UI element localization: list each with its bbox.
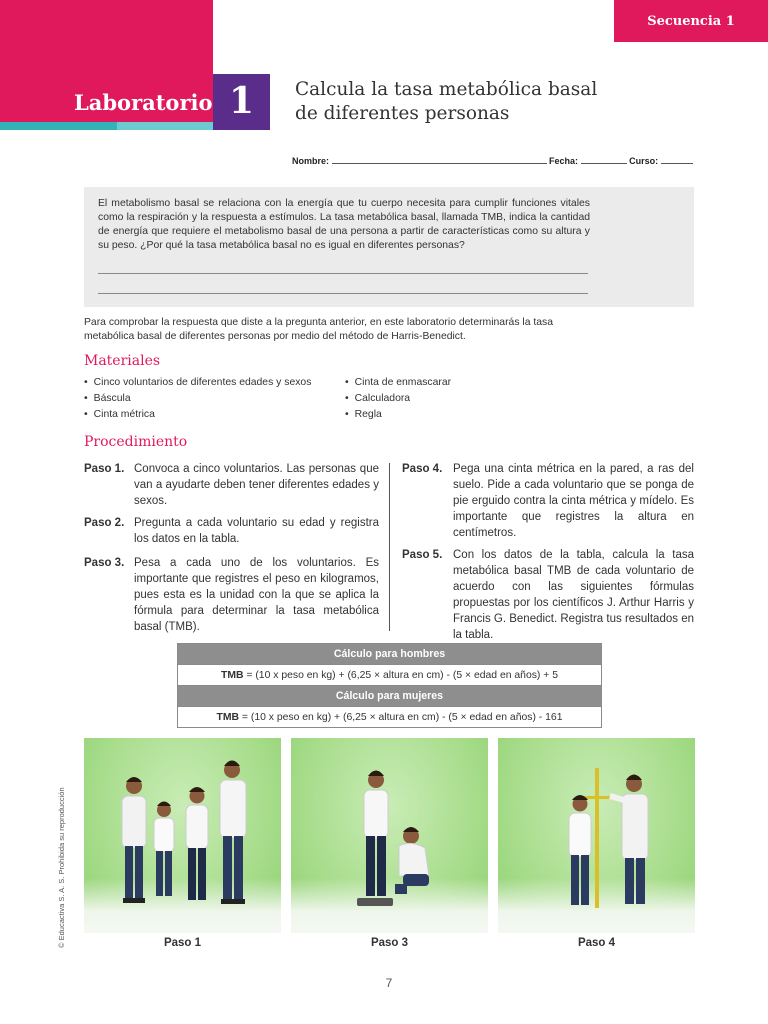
material-item: • Báscula <box>84 391 311 407</box>
lab-label: Laboratorio <box>74 90 213 115</box>
step-label: Paso 1. <box>84 463 125 475</box>
page-number: 7 <box>385 976 393 990</box>
photo-step-4 <box>498 738 695 933</box>
title-line-2: de diferentes personas <box>295 103 510 124</box>
materials-list-1 <box>84 375 311 423</box>
page-title <box>295 78 655 126</box>
material-item: • Calculadora <box>345 391 451 407</box>
procedure-step-3 <box>84 555 379 637</box>
materials-list-2 <box>345 375 451 423</box>
material-item: • Cinta métrica <box>84 407 311 423</box>
materials-title: Materiales <box>84 353 161 369</box>
step-label: Paso 2. <box>84 517 125 529</box>
step-text: Pesa a cada uno de los voluntarios. Es importante que registres el peso en kilogramos, pues esta es la unidad con la que se aplica la fórmula para determinar la tasa metabólica basal (TMB). <box>134 557 379 633</box>
compare-paragraph: Para comprobar la respuesta que diste a la pregunta anterior, en este laboratorio determinarás la tasa metabólica basal de diferentes personas por medio del método de Harris-Benedict. <box>84 317 554 342</box>
step-text: Pega una cinta métrica en la pared, a ras del suelo. Pide a cada voluntario que se ponga de pie erguido contra la cinta métrica y mídelo. Es importante que registres la altura en centímetros. <box>453 463 694 539</box>
procedure-title: Procedimiento <box>84 434 188 450</box>
photo-caption: Paso 3 <box>370 937 409 949</box>
step-label: Paso 5. <box>402 549 443 561</box>
procedure-step-4 <box>402 461 694 543</box>
men-formula-text: = (10 x peso en kg) + (6,25 × altura en cm) - (5 × edad en años) + 5 <box>243 669 558 681</box>
answer-line-2[interactable] <box>98 293 588 294</box>
step-text: Pregunta a cada voluntario su edad y registra los datos en la tabla. <box>134 517 379 545</box>
procedure-step-1 <box>84 461 379 513</box>
photo-step-3 <box>291 738 488 933</box>
women-formula <box>178 707 602 728</box>
material-item: • Regla <box>345 407 451 423</box>
step-text: Con los datos de la tabla, calcula la tasa metabólica basal TMB de cada voluntario de acuerdo con las siguientes fórmulas propuestas por los científicos J. Arthur Harris y Francis G. Benedict. Registra tus resultados en la tabla. <box>453 549 694 641</box>
volunteers-illustration <box>84 738 281 933</box>
sequence-tab: Secuencia 1 <box>614 0 768 42</box>
procedure-step-2 <box>84 515 379 549</box>
material-item: • Cinta de enmascarar <box>345 375 451 391</box>
material-item: • Cinco voluntarios de diferentes edades y sexos <box>84 375 311 391</box>
header-teal-strip <box>0 122 213 130</box>
men-formula-header: Cálculo para hombres <box>178 644 602 665</box>
women-formula-text: = (10 x peso en kg) + (6,25 × altura en cm) - (5 × edad en años) - 161 <box>239 711 563 723</box>
measuring-illustration <box>498 738 695 933</box>
course-label: Curso: <box>629 156 659 166</box>
answer-line-1[interactable] <box>98 273 588 274</box>
photo-caption: Paso 4 <box>577 937 616 949</box>
lab-number: 1 <box>228 80 255 122</box>
men-tmb-label: TMB <box>220 669 244 681</box>
step-text: Convoca a cinco voluntarios. Las personas que van a ayudarte deben tener diferentes edades y sexos. <box>134 463 379 507</box>
photo-step-1 <box>84 738 281 933</box>
step-label: Paso 4. <box>402 463 443 475</box>
formula-table <box>177 643 602 728</box>
men-formula <box>178 665 602 686</box>
title-line-1: Calcula la tasa metabólica basal <box>295 79 598 100</box>
weighing-illustration <box>291 738 488 933</box>
name-field[interactable] <box>332 155 547 164</box>
course-field[interactable] <box>661 155 693 164</box>
column-divider <box>389 463 390 631</box>
name-label: Nombre: <box>292 156 330 166</box>
women-formula-header: Cálculo para mujeres <box>178 686 602 707</box>
step-label: Paso 3. <box>84 557 125 569</box>
intro-text: El metabolismo basal se relaciona con la energía que tu cuerpo necesita para cumplir funciones vitales como la respiración y la respuesta a estímulos. La tasa metabólica basal, llamada TMB, indica la cantidad de energía que requiere el metabolismo basal de una persona a partir de características como su altura y su peso. ¿Por qué la tasa metabólica basal no es igual en diferentes personas? <box>98 198 590 251</box>
student-form-line <box>292 155 694 166</box>
procedure-step-5 <box>402 547 694 641</box>
copyright-notice: © Educactiva S. A. S. Prohibida su reproducción <box>57 787 66 948</box>
photo-caption: Paso 1 <box>163 937 202 949</box>
date-label: Fecha: <box>549 156 579 166</box>
date-field[interactable] <box>581 155 627 164</box>
women-tmb-label: TMB <box>216 711 240 723</box>
